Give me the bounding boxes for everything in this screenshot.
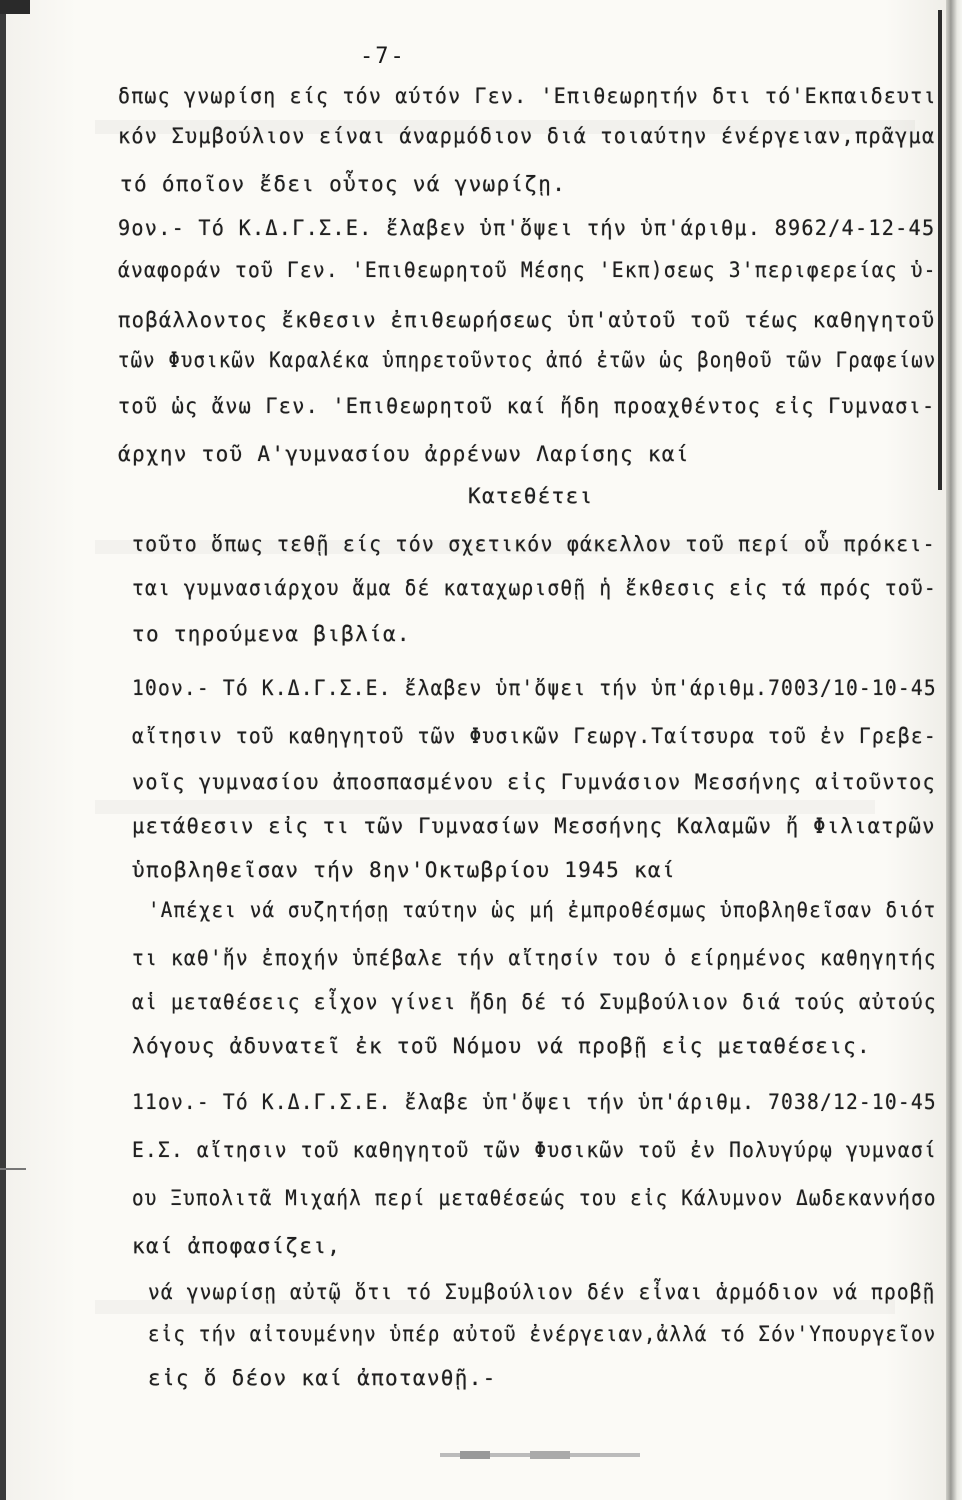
text-line: αἴτησιν τοῦ καθηγητοῦ τῶν Φυσικῶν Γεωργ.Ταίτσυρα τοῦ ἐν Γρεβε-: [132, 724, 937, 748]
text-line: τῶν Φυσικῶν Καραλέκα ὑπηρετοῦντος ἀπό ἐτῶν ὡς βοηθοῦ τῶν Γραφείων: [118, 348, 937, 372]
text-line: μετάθεσιν εἰς τι τῶν Γυμνασίων Μεσσήνης Καλαμῶν ἤ Φιλιατρῶν: [132, 814, 936, 838]
text-line: άναφοράν τοῦ Γεν. 'Επιθεωρητοῦ Μέσης 'Εκπ)σεως 3'περιφερείας ὑ-: [118, 258, 937, 282]
scan-left-edge: [0, 0, 6, 1500]
page-number: -7-: [360, 44, 406, 69]
footer-smudge-icon: [440, 1448, 640, 1462]
text-line: τοῦτο ὅπως τεθῇ είς τόν σχετικόν φάκελλον τοῦ περί οὗ πρόκει-: [132, 532, 936, 556]
text-line: Ε.Σ. αἴτησιν τοῦ καθηγητοῦ τῶν Φυσικῶν τοῦ ἐν Πολυγύρῳ γυμνασί: [132, 1138, 937, 1162]
text-line: άρχην τοῦ Α'γυμνασίου ἀρρένων Λαρίσης καί: [118, 442, 690, 466]
text-line: 'Απέχει νά συζητήσῃ ταύτην ὡς μή ἐμπροθέσμως ὑποβληθεῖσαν διότ: [148, 898, 937, 922]
text-line: εἰς τήν αἰτουμένην ὑπέρ αὐτοῦ ἐνέργειαν,ἀλλά τό Σόν'Υπουργεῖον: [148, 1322, 937, 1346]
bleed-through-mark: [95, 800, 875, 814]
scan-right-shadow: [938, 10, 942, 490]
text-line: νά γνωρίσῃ αὐτῷ ὅτι τό Συμβούλιον δέν εἶναι ἁρμόδιον νά προβῇ: [148, 1280, 936, 1304]
text-line: εἰς ὅ δέον καί ἀποτανθῇ.-: [148, 1366, 497, 1390]
text-line: λόγους ἀδυνατεῖ ἐκ τοῦ Νόμου νά προβῇ εἰς μεταθέσεις.: [132, 1034, 871, 1058]
scan-corner-mark: [0, 0, 30, 14]
text-line: ποβάλλοντος ἔκθεσιν ἐπιθεωρήσεως ὑπ'αὐτοῦ τοῦ τέως καθηγητοῦ: [118, 308, 936, 332]
heading-katethetei: Κατεθέτει: [468, 484, 594, 508]
footer-smudge: [440, 1448, 640, 1466]
text-line: δπως γνωρίση είς τόν αύτόν Γεν. 'Επιθεωρητήν δτι τό'Εκπαιδευτι: [118, 84, 937, 108]
text-line: αἱ μεταθέσεις εἶχον γίνει ἤδη δέ τό Συμβούλιον διά τούς αὐτούς: [132, 990, 937, 1014]
text-line: το τηρούμενα βιβλία.: [132, 622, 411, 646]
text-line: 11ον.- Τό Κ.Δ.Γ.Σ.Ε. ἔλαβε ὑπ'ὄψει τήν ὑπ'άριθμ. 7038/12-10-45: [132, 1090, 937, 1114]
text-line: ται γυμνασιάρχου ἅμα δέ καταχωρισθῇ ἡ ἔκθεσις εἰς τά πρός τοῦ-: [132, 576, 937, 600]
text-line: τό όποῖον ἔδει οὗτος νά γνωρίζῃ.: [120, 172, 567, 196]
text-line: νοῖς γυμνασίου ἀποσπασμένου εἰς Γυμνάσιον Μεσσήνης αἰτοῦντος: [132, 770, 936, 794]
text-line: τοῦ ὡς ἄνω Γεν. 'Επιθεωρητοῦ καί ἤδη προαχθέντος εἰς Γυμνασι-: [118, 394, 936, 418]
text-line: ου Ξυπολιτᾶ Μιχαήλ περί μεταθέσεώς του εἰς Κάλυμνον Δωδεκαννήσο: [132, 1186, 937, 1210]
scan-right-edge: [946, 0, 962, 1500]
text-line: 9ον.- Τό Κ.Δ.Γ.Σ.Ε. ἔλαβεν ὑπ'ὄψει τήν ὑπ'άριθμ. 8962/4-12-45: [118, 216, 936, 240]
margin-tick-mark: [0, 1168, 26, 1170]
text-line: ὑποβληθεῖσαν τήν 8ην'Οκτωβρίου 1945 καί: [132, 858, 676, 882]
text-line: τι καθ'ἥν ἐποχήν ὑπέβαλε τήν αἴτησίν του ὁ είρημένος καθηγητής: [132, 946, 937, 970]
text-line: καί ἀποφασίζει,: [132, 1234, 342, 1258]
text-line: κόν Συμβούλιον είναι άναρμόδιον διά τοιαύτην ένέργειαν,πρᾶγμα: [118, 124, 936, 148]
text-line: 10ον.- Τό Κ.Δ.Γ.Σ.Ε. ἔλαβεν ὑπ'ὄψει τήν ὑπ'άριθμ.7003/10-10-45: [132, 676, 937, 700]
